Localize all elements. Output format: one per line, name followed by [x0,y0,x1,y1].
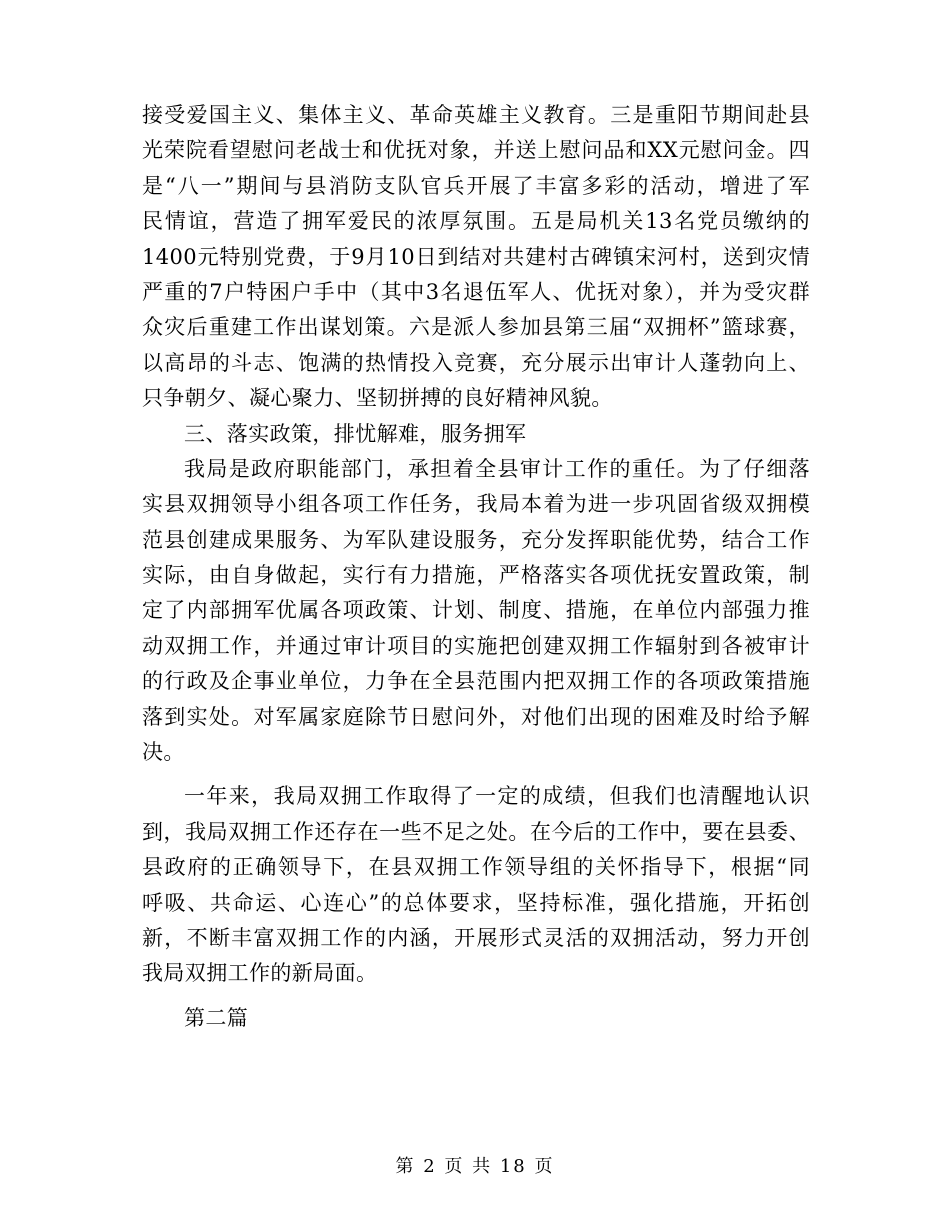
paragraph-activities [142,98,810,417]
paragraph-policy [142,452,810,771]
text-line: 我局双拥工作的新局面。 [142,961,378,986]
text-line: 以高昂的斗志、饱满的热情投入竞赛，充分展示出审计人蓬勃向上、 [142,350,810,375]
text-line: 是“八一”期间与县消防支队官兵开展了丰富多彩的活动，增进了军 [142,173,810,198]
text-line: 一年来，我局双拥工作取得了一定的成绩，但我们也清醒地认识 [184,784,810,809]
text-line: 我局是政府职能部门，承担着全县审计工作的重任。为了仔细落 [184,456,810,481]
text-line: 决。 [142,740,185,765]
section-heading-three [142,417,810,452]
text-line: 新，不断丰富双拥工作的内涵，开展形式灵活的双拥活动，努力开创 [142,925,810,950]
text-line: 县政府的正确领导下，在县双拥工作领导组的关怀指导下，根据“同 [142,855,810,880]
text-line: 范县创建成果服务、为军队建设服务，充分发挥职能优势，结合工作 [142,527,810,552]
page-footer [0,1152,950,1178]
text-line: 实县双拥领导小组各项工作任务，我局本着为进一步巩固省级双拥模 [142,492,810,517]
paragraph-summary [142,779,810,991]
text-line: 民情谊，营造了拥军爱民的浓厚氛围。五是局机关13名党员缴纳的 [142,209,810,234]
text-line: 只争朝夕、凝心聚力、坚韧拼搏的良好精神风貌。 [142,386,613,411]
page-number: 第 2 页 共 18 页 [395,1156,555,1177]
text-line: 动双拥工作，并通过审计项目的实施把创建双拥工作辐射到各被审计 [142,633,810,658]
text-line: 1400元特别党费，于9月10日到结对共建村古碑镇宋河村，送到灾情 [142,244,810,269]
section-heading: 三、落实政策，排忧解难，服务拥军 [184,421,527,446]
text-line: 光荣院看望慰问老战士和优抚对象，并送上慰问品和XX元慰问金。四 [142,138,810,163]
text-line: 众灾后重建工作出谋划策。六是派人参加县第三届“双拥杯”篮球赛， [142,315,810,340]
next-article-heading [142,1001,810,1036]
text-line: 到，我局双拥工作还存在一些不足之处。在今后的工作中，要在县委、 [142,819,810,844]
text-line: 定了内部拥军优属各项政策、计划、制度、措施，在单位内部强力推 [142,598,810,623]
paragraph-gap [142,770,810,779]
text-line: 的行政及企事业单位，力争在全县范围内把双拥工作的各项政策措施 [142,669,810,694]
text-line: 严重的7户特困户手中（其中3名退伍军人、优抚对象），并为受灾群 [142,279,810,304]
text-line: 实际，由自身做起，实行有力措施，严格落实各项优抚安置政策，制 [142,563,810,588]
article-heading: 第二篇 [184,1005,249,1030]
text-line: 接受爱国主义、集体主义、革命英雄主义教育。三是重阳节期间赴县 [142,103,810,127]
text-line: 呼吸、共命运、心连心”的总体要求，坚持标准，强化措施，开拓创 [142,890,810,915]
paragraph-gap [142,992,810,1001]
document-body [142,98,810,1036]
text-line: 落到实处。对军属家庭除节日慰问外，对他们出现的困难及时给予解 [142,704,810,729]
